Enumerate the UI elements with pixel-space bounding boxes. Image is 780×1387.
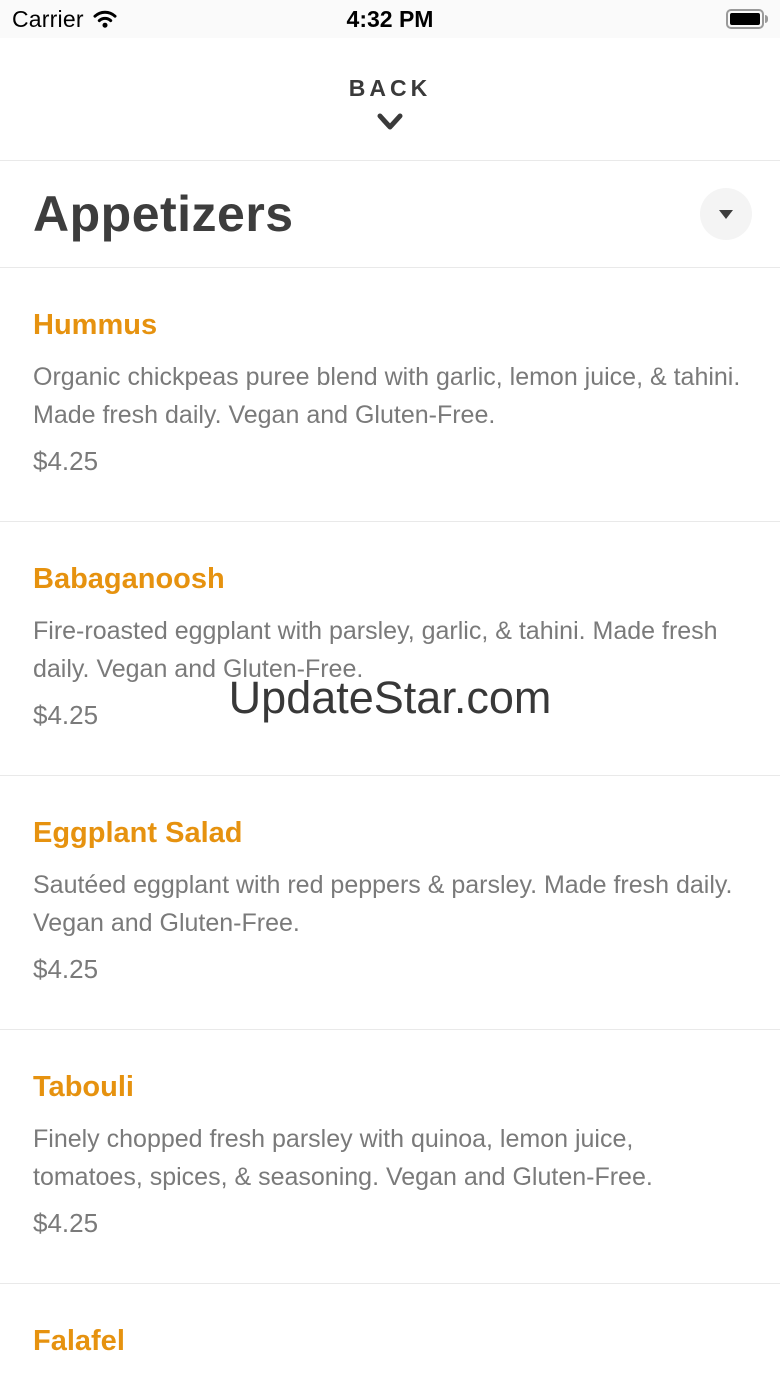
menu-item-description: Finely chopped fresh parsley with quinoa, lemon juice, tomatoes, spices, & seasoning. Vegan and Gluten-Free. [33,1125,653,1191]
wifi-icon [92,9,118,29]
menu-item-price: $4.25 [33,1208,99,1238]
back-header [0,38,780,161]
battery-icon [726,9,768,29]
menu-item-price: $4.25 [33,700,99,730]
status-bar [0,0,780,38]
menu-item-price: $4.25 [33,446,99,476]
section-title: Appetizers [33,186,294,242]
triangle-down-icon [718,209,734,220]
menu-list [0,268,780,1387]
carrier-label: Carrier [12,5,84,32]
menu-item-name: Hummus [33,309,158,341]
menu-item-name: Falafel [33,1325,125,1357]
menu-item-name: Tabouli [33,1071,134,1103]
menu-item-name: Eggplant Salad [33,817,243,849]
status-time: 4:32 PM [346,5,434,32]
carrier-area [12,6,118,33]
menu-item-description: Organic chickpeas puree blend with garlic, lemon juice, & tahini. Made fresh daily. Vegan and Gluten-Free. [33,363,741,429]
back-button[interactable]: BACK [348,75,432,101]
menu-item-row[interactable] [0,1284,780,1387]
menu-item-description: Fire-roasted eggplant with parsley, garlic, & tahini. Made fresh daily. Vegan and Gluten-Free. [33,617,718,683]
menu-item-row[interactable] [0,268,780,522]
section-collapse-button[interactable] [700,188,752,240]
menu-item-row[interactable] [0,1030,780,1284]
menu-item-name: Babaganoosh [33,563,225,595]
menu-item-price: $4.25 [33,954,99,984]
menu-item-row[interactable] [0,522,780,776]
section-header [0,161,780,268]
menu-item-description: Sautéed eggplant with red peppers & parsley. Made fresh daily. Vegan and Gluten-Free. [33,871,733,937]
chevron-down-icon[interactable] [0,112,780,134]
menu-item-row[interactable] [0,776,780,1030]
watermark: UpdateStar.com [228,672,552,723]
